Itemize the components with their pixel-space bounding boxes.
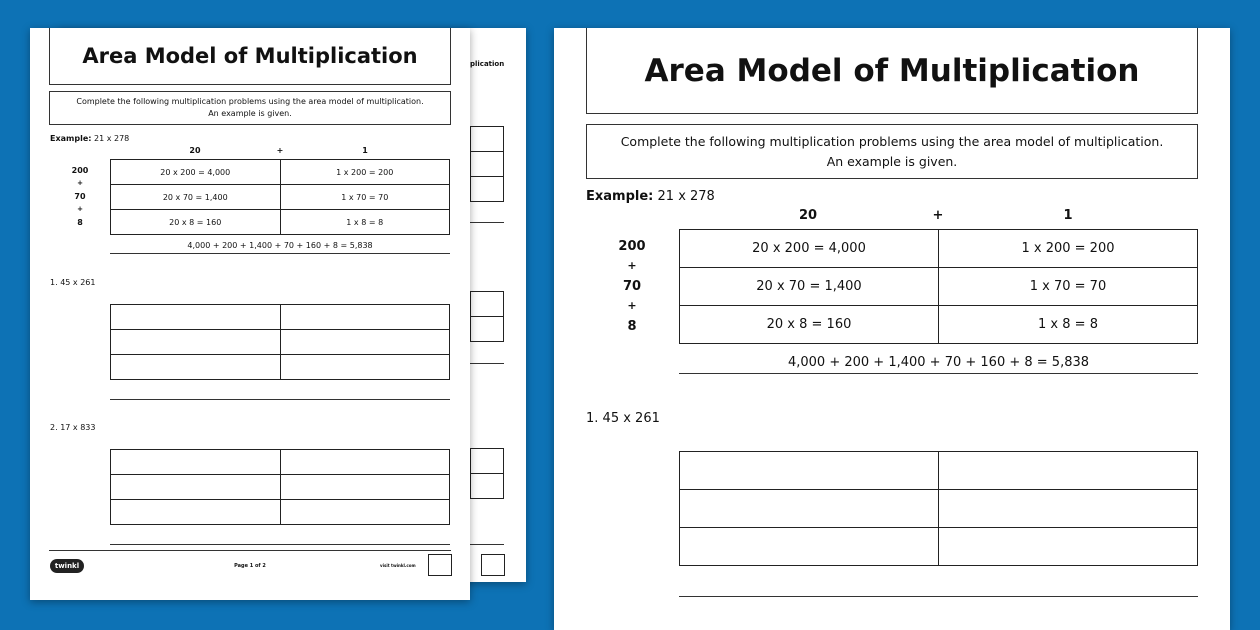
- answer-cell[interactable]: [680, 490, 939, 528]
- answer-cell[interactable]: [111, 355, 281, 380]
- answer-cell[interactable]: [111, 330, 281, 355]
- small-col-header-plus: +: [276, 146, 284, 155]
- zoomed-example-label: Example:: [586, 189, 654, 204]
- zoomed-example-cell: 1 x 200 = 200: [939, 230, 1198, 268]
- zoomed-row-label-plus-1: +: [627, 259, 637, 272]
- small-row-label-2: 70: [74, 192, 86, 201]
- small-row-label-plus-1: +: [77, 179, 83, 187]
- zoomed-worksheet-page: [554, 28, 1230, 630]
- answer-cell[interactable]: [680, 528, 939, 566]
- zoomed-problem-1-answer-line: [679, 596, 1198, 597]
- zoomed-instructions-line-1: Complete the following multiplication problems using the area model of multiplication.: [620, 133, 1164, 149]
- twinkl-logo: twinkl: [50, 559, 84, 573]
- small-col-header-2: 1: [362, 146, 368, 155]
- small-footer-rule: [49, 550, 451, 551]
- table-row: [111, 210, 450, 235]
- zoomed-row-label-plus-2: +: [627, 299, 637, 312]
- small-example-total-line: [110, 253, 450, 254]
- zoomed-example-cell: 1 x 8 = 8: [939, 306, 1198, 344]
- small-problem-1-grid: [110, 304, 450, 380]
- table-row: [111, 475, 450, 500]
- back-answer-line-3: [470, 544, 504, 545]
- table-row: [680, 528, 1198, 566]
- table-row: [111, 355, 450, 380]
- answer-cell[interactable]: [280, 305, 450, 330]
- zoomed-page-title: Area Model of Multiplication: [644, 52, 1140, 89]
- small-example-total: 4,000 + 200 + 1,400 + 70 + 160 + 8 = 5,838: [187, 241, 373, 250]
- back-grid-1: [470, 126, 504, 202]
- zoomed-example-grid: [679, 229, 1198, 344]
- small-footer-url[interactable]: visit twinkl.com: [380, 563, 416, 568]
- back-answer-line-1: [470, 222, 504, 223]
- zoomed-instructions-line-2: An example is given.: [826, 153, 958, 169]
- zoomed-example-cell: 20 x 200 = 4,000: [680, 230, 939, 268]
- small-problem-1-label: [50, 278, 95, 287]
- zoomed-col-header-plus: +: [932, 208, 944, 223]
- small-example-cell: 1 x 200 = 200: [280, 160, 450, 185]
- answer-cell[interactable]: [680, 452, 939, 490]
- small-problem-1-number: 1.: [50, 278, 58, 287]
- zoomed-col-header-2: 1: [1063, 208, 1073, 223]
- answer-cell[interactable]: [280, 475, 450, 500]
- zoomed-example-heading: [586, 189, 715, 204]
- back-answer-line-2: [470, 363, 504, 364]
- small-example-label: Example:: [50, 134, 92, 143]
- zoomed-example-total: 4,000 + 200 + 1,400 + 70 + 160 + 8 = 5,838: [787, 355, 1090, 370]
- table-row: [111, 450, 450, 475]
- table-row: [111, 500, 450, 525]
- answer-cell[interactable]: [111, 475, 281, 500]
- back-grid-2: [470, 291, 504, 342]
- table-row: [111, 305, 450, 330]
- small-instructions-line-1: Complete the following multiplication problems using the area model of multiplication.: [76, 97, 424, 106]
- small-page-title: Area Model of Multiplication: [82, 44, 418, 68]
- zoomed-col-header-1: 20: [798, 208, 818, 223]
- zoomed-example-cell: 20 x 8 = 160: [680, 306, 939, 344]
- small-problem-1-answer-line: [110, 399, 450, 400]
- answer-cell[interactable]: [111, 305, 281, 330]
- small-footer-page-number: Page 1 of 2: [234, 563, 266, 569]
- small-row-label-3: 8: [77, 218, 83, 227]
- answer-cell[interactable]: [280, 330, 450, 355]
- quality-badge: [428, 554, 452, 576]
- table-row: [680, 306, 1198, 344]
- zoomed-problem-1-label: [586, 411, 660, 426]
- answer-cell[interactable]: [939, 452, 1198, 490]
- small-problem-2-text: 17 x 833: [60, 423, 96, 432]
- answer-cell[interactable]: [280, 500, 450, 525]
- small-example-heading: [50, 134, 129, 143]
- answer-cell[interactable]: [111, 450, 281, 475]
- table-row: [111, 330, 450, 355]
- back-quality-badge: [481, 554, 505, 576]
- table-row: [680, 230, 1198, 268]
- small-problem-1-text: 45 x 261: [60, 278, 96, 287]
- table-row: [680, 268, 1198, 306]
- zoomed-row-label-2: 70: [622, 279, 642, 294]
- small-row-label-1: 200: [71, 166, 89, 175]
- small-example-cell: 1 x 8 = 8: [280, 210, 450, 235]
- small-instructions-line-2: An example is given.: [208, 109, 292, 118]
- small-row-label-plus-2: +: [77, 205, 83, 213]
- answer-cell[interactable]: [939, 490, 1198, 528]
- small-title-box: [49, 28, 451, 85]
- zoomed-example-cell: 20 x 70 = 1,400: [680, 268, 939, 306]
- answer-cell[interactable]: [280, 355, 450, 380]
- zoomed-title-box: [586, 28, 1198, 114]
- answer-cell[interactable]: [939, 528, 1198, 566]
- zoomed-problem-1-text: 45 x 261: [602, 411, 660, 426]
- small-problem-2-answer-line: [110, 544, 450, 545]
- small-worksheet-page: [30, 28, 470, 600]
- table-row: [111, 185, 450, 210]
- zoomed-example-cell: 1 x 70 = 70: [939, 268, 1198, 306]
- zoomed-example-total-line: [679, 373, 1198, 374]
- small-example-problem: 21 x 278: [94, 134, 130, 143]
- small-example-cell: 20 x 70 = 1,400: [111, 185, 281, 210]
- small-example-grid: [110, 159, 450, 235]
- small-problem-2-label: [50, 423, 95, 432]
- small-example-cell: 1 x 70 = 70: [280, 185, 450, 210]
- small-example-cell: 20 x 8 = 160: [111, 210, 281, 235]
- answer-cell[interactable]: [111, 500, 281, 525]
- table-row: [680, 452, 1198, 490]
- zoomed-row-label-1: 200: [618, 239, 646, 254]
- zoomed-example-problem: 21 x 278: [657, 189, 715, 204]
- zoomed-problem-1-number: 1.: [586, 411, 599, 426]
- answer-cell[interactable]: [280, 450, 450, 475]
- zoomed-row-label-3: 8: [627, 319, 637, 334]
- zoomed-problem-1-grid: [679, 451, 1198, 566]
- back-grid-3: [470, 448, 504, 499]
- back-page-title-fragment: plication: [470, 60, 505, 68]
- table-row: [680, 490, 1198, 528]
- small-col-header-1: 20: [189, 146, 201, 155]
- table-row: [111, 160, 450, 185]
- zoomed-instructions-box: [586, 124, 1198, 179]
- small-instructions-box: [49, 91, 451, 125]
- small-example-cell: 20 x 200 = 4,000: [111, 160, 281, 185]
- small-problem-2-number: 2.: [50, 423, 58, 432]
- small-problem-2-grid: [110, 449, 450, 525]
